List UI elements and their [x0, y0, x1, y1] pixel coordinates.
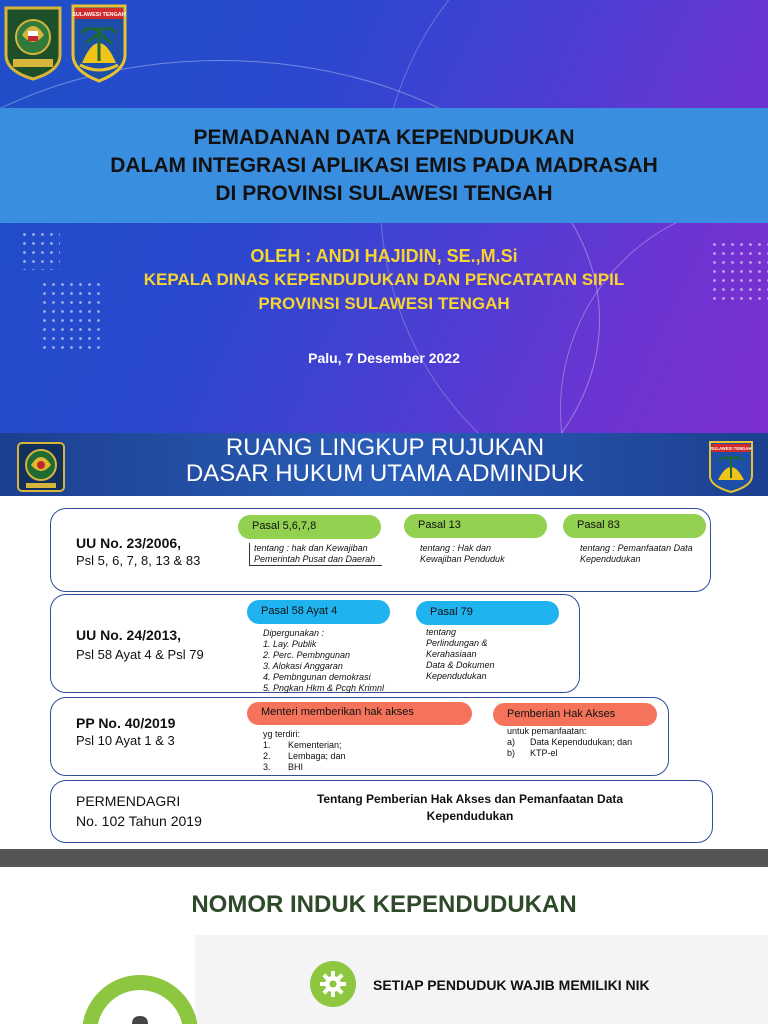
author-position-line-1: KEPALA DINAS KEPENDUDUKAN DAN PENCATATAN SIPIL: [143, 270, 625, 289]
pill-pasal-5-6-7-8: Pasal 5,6,7,8: [238, 515, 381, 539]
law-articles: Psl 5, 6, 7, 8, 13 & 83: [76, 553, 201, 568]
pill-note-list: [507, 726, 667, 759]
note-line: Kerahasiaan: [426, 649, 477, 659]
pill-note: tentang : Pemanfaatan Data Kependudukan: [580, 543, 693, 564]
note-line: Kependudukan: [426, 671, 487, 681]
title-slide: [0, 0, 768, 433]
slide-title-line-2: DASAR HUKUM UTAMA ADMINDUK: [185, 460, 585, 487]
author-name: OLEH : ANDI HAJIDIN, SE.,M.Si: [250, 246, 518, 266]
slide-divider: [0, 849, 768, 867]
note-line: Perlindungan &: [426, 638, 488, 648]
kemendagri-logo: [3, 5, 63, 81]
slide-title: [90, 435, 680, 487]
law-name: UU No. 24/2013,: [76, 627, 182, 643]
law-description: [270, 791, 670, 825]
legal-basis-slide: [0, 433, 768, 849]
author-position-line-2: PROVINSI SULAWESI TENGAH: [258, 294, 510, 313]
note-item: b) KTP-el: [507, 748, 558, 758]
sulteng-logo: [708, 440, 754, 494]
gear-badge: [310, 961, 356, 1007]
note-item: a) Data Kependudukan; dan: [507, 737, 633, 747]
pill-note-list: [426, 627, 526, 682]
note-item: 3. BHI: [263, 762, 304, 772]
law-title: [76, 627, 181, 643]
presentation-date: Palu, 7 Desember 2022: [308, 350, 460, 366]
law-articles: No. 102 Tahun 2019: [76, 813, 202, 829]
note-line: Data & Dokumen: [426, 660, 495, 670]
decorative-dots: [40, 280, 100, 350]
title-line-2: DALAM INTEGRASI APLIKASI EMIS PADA MADRASAH: [110, 153, 658, 177]
note-item: 2. Lembaga; dan: [263, 751, 346, 761]
note-item: 1. Kementerian;: [263, 740, 342, 750]
description-line-2: Kependudukan: [426, 809, 514, 823]
note-item: 1. Lay. Publik: [263, 639, 317, 649]
slide-header: [0, 433, 768, 496]
nik-slide: [0, 867, 768, 1024]
nik-requirement-item: SETIAP PENDUDUK WAJIB MEMILIKI NIK: [373, 977, 650, 993]
logo-banner-text: SULAWESI TENGAH: [710, 446, 752, 451]
note-title: yg terdiri:: [263, 729, 301, 739]
pill-pasal-58-ayat-4: Pasal 58 Ayat 4: [247, 600, 390, 624]
law-name: PERMENDAGRI: [76, 793, 181, 809]
pill-pemberian-hak-akses: Pemberian Hak Akses: [493, 703, 657, 726]
law-articles: Psl 58 Ayat 4 & Psl 79: [76, 647, 204, 662]
note-item: 5. Pngkan Hkm & Pcgh Krimnl: [263, 683, 385, 693]
pill-note-list: [263, 729, 413, 773]
pill-pasal-79: Pasal 79: [416, 601, 559, 625]
sulteng-logo: [70, 3, 128, 83]
note-title: Dipergunakan :: [263, 628, 325, 638]
note-item: 3. Alokasi Anggaran: [263, 661, 343, 671]
note-item: 2. Perc. Pembngunan: [263, 650, 351, 660]
pill-note-list: [263, 628, 413, 694]
pill-pasal-13: Pasal 13: [404, 514, 547, 538]
description-line-1: Tentang Pemberian Hak Akses dan Pemanfaatan Data: [316, 792, 624, 806]
law-title: [76, 535, 181, 551]
note-item: 4. Pembngunan demokrasi: [263, 672, 371, 682]
note-title: untuk pemanfaatan:: [507, 726, 587, 736]
gear-icon: [128, 1014, 152, 1024]
slide-title-line-1: RUANG LINGKUP RUJUKAN: [225, 434, 545, 461]
pill-note: tentang : Hak dan Kewajiban Penduduk: [420, 543, 505, 564]
title-line-3: DI PROVINSI SULAWESI TENGAH: [215, 181, 553, 205]
note-line: tentang: [426, 627, 457, 637]
slide-title: NOMOR INDUK KEPENDUDUKAN: [191, 891, 577, 918]
gear-icon: [319, 970, 347, 998]
title-line-1: PEMADANAN DATA KEPENDUDUKAN: [193, 125, 575, 149]
law-name: UU No. 23/2006,: [76, 535, 182, 551]
logo-banner-text: SULAWESI TENGAH: [72, 12, 126, 18]
kemendagri-logo: [16, 441, 66, 493]
pill-menteri-hak-akses: Menteri memberikan hak akses: [247, 702, 472, 725]
law-articles: Psl 10 Ayat 1 & 3: [76, 733, 175, 748]
law-title: [76, 715, 175, 731]
pill-pasal-83: Pasal 83: [563, 514, 706, 538]
law-name: PP No. 40/2019: [76, 715, 176, 731]
title-band: [0, 108, 768, 223]
pill-note: tentang : hak dan Kewajiban Pemerintah Pusat dan Daerah: [249, 543, 382, 566]
